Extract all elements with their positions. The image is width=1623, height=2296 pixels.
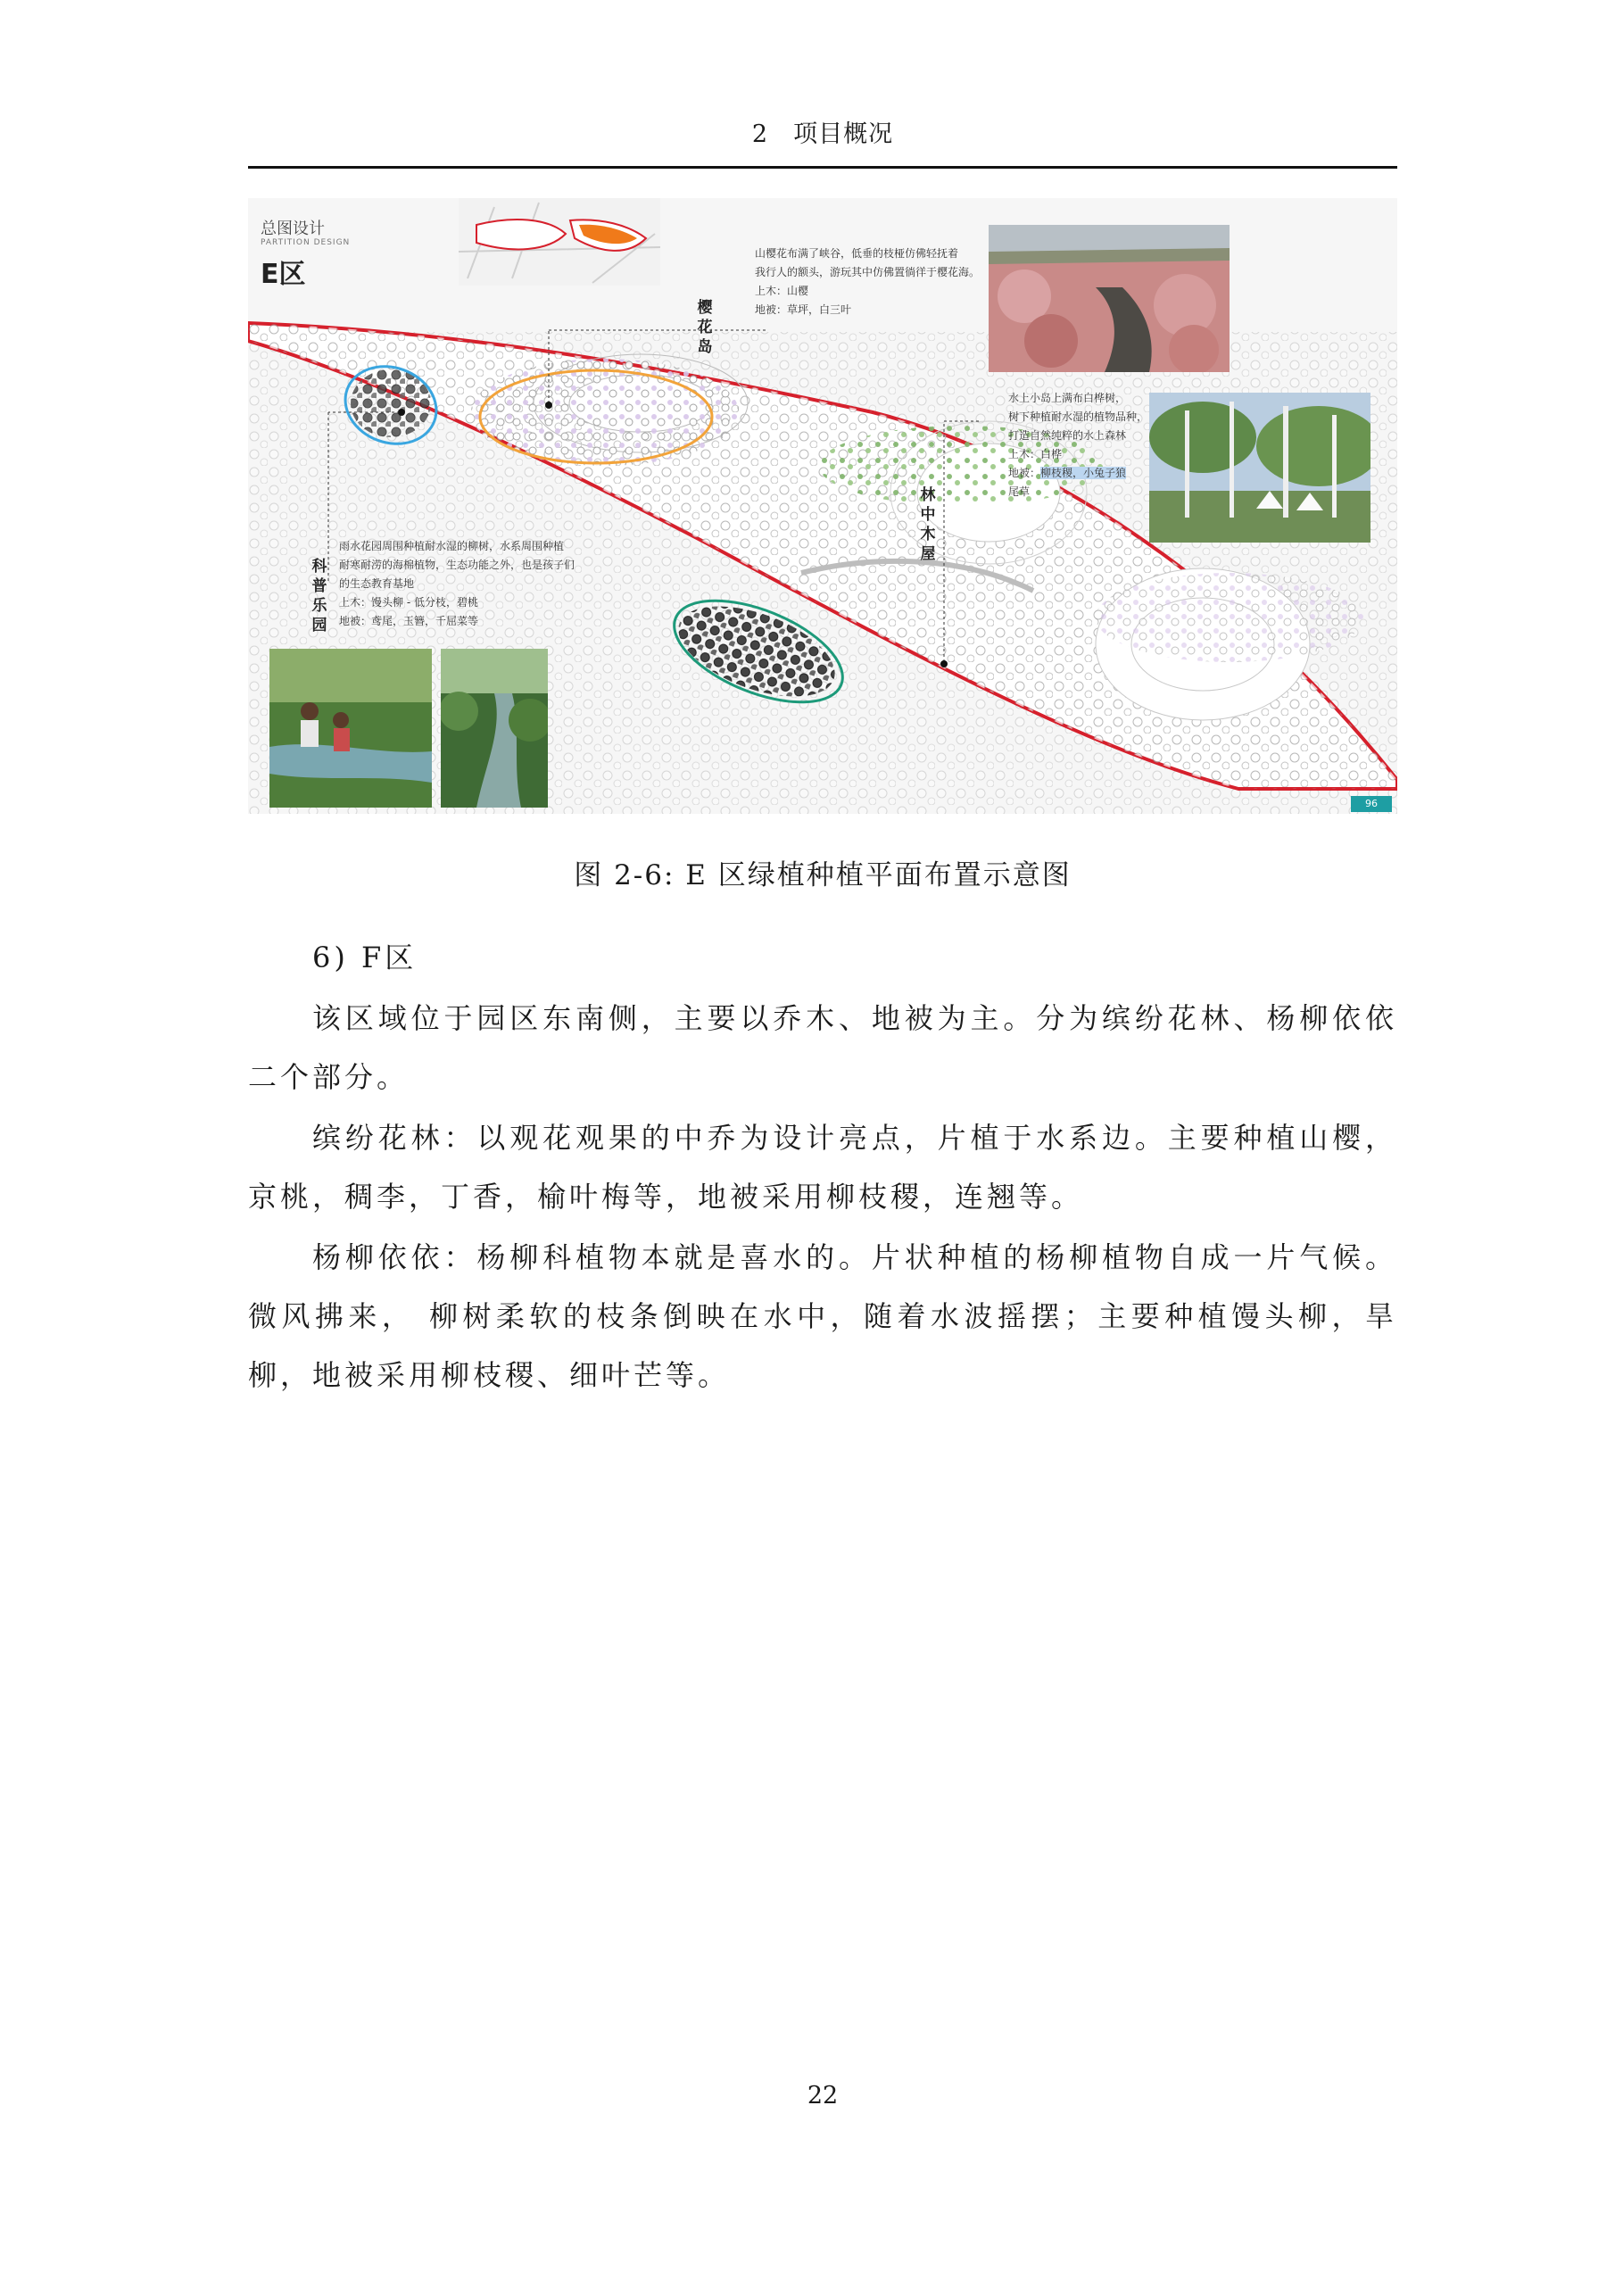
cherry-island-note [755, 245, 980, 319]
section-heading: 6) F区 [312, 941, 418, 974]
zone-e-planting-plan-figure [248, 198, 1397, 814]
paragraph: 缤纷花林：以观花观果的中乔为设计亮点，片植于水系边。主要种植山樱，京桃，稠李，丁香，榆叶梅等，地被采用柳枝稷，连翘等。 [248, 1121, 1397, 1214]
science-park-note [339, 537, 575, 631]
note-line: 地被：鸢尾，玉簪，千屈菜等 [339, 615, 479, 627]
highlighted-text: 柳枝稷，小兔子狼 [1040, 467, 1127, 479]
note-line: 上木：白桦 [1008, 448, 1063, 460]
note-line: 上木：山樱 [755, 285, 809, 297]
figure-title: 总图设计 [261, 220, 325, 238]
forest-cabin-note [1008, 389, 1147, 501]
source-page-tag: 96 [1351, 796, 1392, 812]
birch-forest-photo [1149, 393, 1370, 543]
key-map-inset [459, 198, 660, 286]
running-header: 2 项目概况 [751, 120, 894, 148]
figure-caption: 图 2-6: E 区绿植种植平面布置示意图 [574, 859, 1072, 891]
note-line: 树下种植耐水湿的植物品种， [1008, 410, 1148, 423]
note-line: 山樱花布满了峡谷，低垂的枝桠仿佛轻抚着 [755, 247, 959, 260]
zone-label: E区 [261, 259, 306, 290]
ground-prefix: 地被： [1008, 467, 1041, 479]
cherry-island-label: 樱花岛 [697, 299, 713, 356]
figure-subtitle: PARTITION DESIGN [261, 238, 351, 247]
note-line: 的生态教育基地 [339, 577, 415, 590]
note-line: 雨水花园周围种植耐水湿的柳树，水系周围种植 [339, 540, 565, 552]
stream-garden-photo [441, 649, 548, 808]
note-line: 打造自然纯粹的水上森林 [1008, 429, 1127, 442]
note-line: 水上小岛上满布白桦树， [1008, 392, 1127, 404]
paragraph: 杨柳依依：杨柳科植物本就是喜水的。片状种植的杨柳植物自成一片气候。微风拂来， 柳树柔软的枝条倒映在水中，随着水波摇摆；主要种植馒头柳，旱柳，地被采用柳枝稷、细叶芒等。 [248, 1240, 1397, 1392]
note-line: 尾草 [1008, 485, 1031, 498]
forest-cabin-label: 林中木屋 [920, 486, 936, 563]
note-line: 上木：馒头柳 - 低分枝，碧桃 [339, 596, 478, 609]
note-line [1008, 464, 1147, 483]
science-park-label: 科普乐园 [311, 558, 327, 634]
children-by-stream-photo [269, 649, 432, 808]
note-line: 地被：草坪，白三叶 [755, 303, 852, 316]
note-line: 耐寒耐涝的海棉植物，生态功能之外，也是孩子们 [339, 559, 576, 571]
note-line: 我行人的额头，游玩其中仿佛置徜徉于樱花海。 [755, 266, 981, 278]
cherry-blossom-photo [989, 225, 1230, 372]
header-rule [248, 166, 1397, 169]
page-number: 22 [807, 2082, 839, 2110]
paragraph: 该区域位于园区东南侧，主要以乔木、地被为主。分为缤纷花林、杨柳依依二个部分。 [248, 1001, 1397, 1094]
